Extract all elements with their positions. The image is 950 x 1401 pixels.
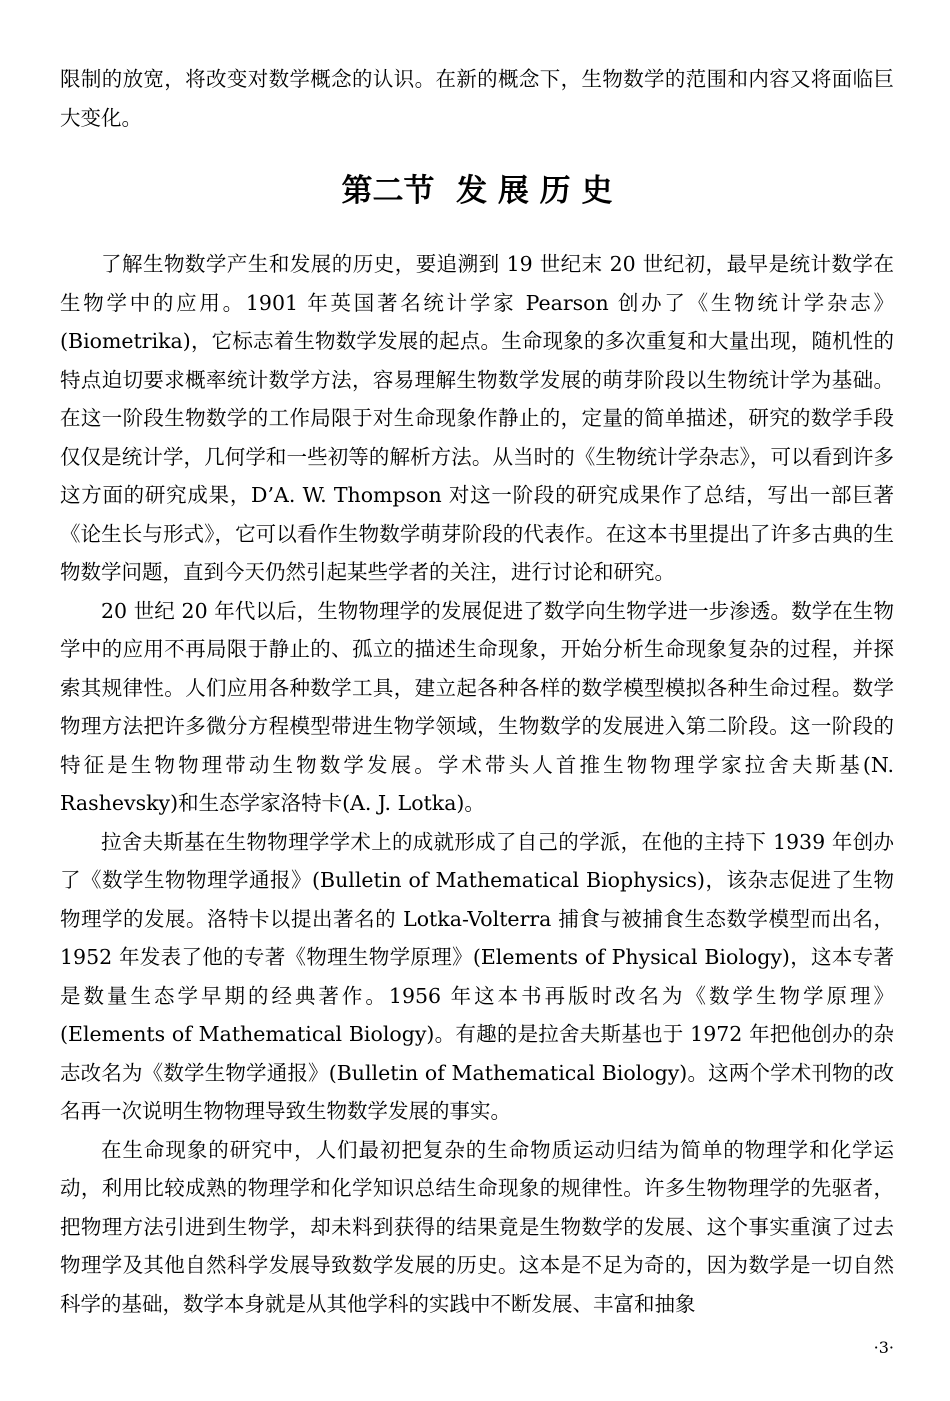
spacer bbox=[60, 215, 894, 245]
spacer bbox=[60, 137, 894, 167]
body-paragraph-2: 20 世纪 20 年代以后，生物物理学的发展促进了数学向生物学进一步渗透。数学在生物学中的应用不再局限于静止的、孤立的描述生命现象，开始分析生命现象复杂的过程，并探索其规律性。人们应用各种数学工具，建立起各种各样的数学模型模拟各种生命过程。数学物理方法把许多微分方程模型带进生物学领域，生物数学的发展进入第二阶段。这一阶段的特征是生物物理带动生物数学发展。学术带头人首推生物物理学家拉舍夫斯基(N. Rashevsky)和生态学家洛特卡(A. J. Lotka)。 bbox=[60, 598, 894, 815]
body-paragraph-4: 在生命现象的研究中，人们最初把复杂的生命物质运动归结为简单的物理学和化学运动，利用比较成熟的物理学和化学知识总结生命现象的规律性。许多生物物理学的先驱者，把物理方法引进到生物学，却未料到获得的结果竟是生物数学的发展、这个事实重演了过去物理学及其他自然科学发展导致数学发展的历史。这本是不足为奇的，因为数学是一切自然科学的基础，数学本身就是从其他学科的实践中不断发展、丰富和抽象 bbox=[60, 1137, 894, 1316]
page-number: ·3· bbox=[873, 1338, 894, 1357]
body-paragraph-3: 拉舍夫斯基在生物物理学学术上的成就形成了自己的学派，在他的主持下 1939 年创办了《数学生物物理学通报》(Bulletin of Mathematical Biophysics)，该杂志促进了生物物理学的发展。洛特卡以提出著名的 Lotka-Volterra 捕食与被捕食生态数学模型而出名，1952 年发表了他的专著《物理生物学原理》(Elements of Physical Biology)，这本专著是数量生态学早期的经典著作。1956 年这本书再版时改名为《数学生物学原理》(Elements of Mathematical Biology)。有趣的是拉舍夫斯基也于 1972 年把他创办的杂志改名为《数学生物学通报》(Bulletin of Mathematical Biology)。这两个学术刊物的改名再一次说明生物物理导致生物数学发展的事实。 bbox=[60, 829, 894, 1123]
body-paragraph-1: 了解生物数学产生和发展的历史，要追溯到 19 世纪末 20 世纪初，最早是统计数学在生物学中的应用。1901 年英国著名统计学家 Pearson 创办了《生物统计学杂志》(Biometrika)，它标志着生物数学发展的起点。生命现象的多次重复和大量出现，随机性的特点迫切要求概率统计数学方法，容易理解生物数学发展的萌芽阶段以生物统计学为基础。在这一阶段生物数学的工作局限于对生命现象作静止的，定量的简单描述，研究的数学手段仅仅是统计学，几何学和一些初等的解析方法。从当时的《生物统计学杂志》，可以看到许多这方面的研究成果，D’A. W. Thompson 对这一阶段的研究成果作了总结，写出一部巨著《论生长与形式》，它可以看作生物数学萌芽阶段的代表作。在这本书里提出了许多古典的生物数学问题，直到今天仍然引起某些学者的关注，进行讨论和研究。 bbox=[60, 252, 894, 584]
intro-paragraph: 限制的放宽，将改变对数学概念的认识。在新的概念下，生物数学的范围和内容又将面临巨大变化。 bbox=[60, 67, 894, 130]
document-page bbox=[60, 60, 894, 1323]
section-heading: 第二节 发 展 历 史 bbox=[341, 173, 613, 209]
